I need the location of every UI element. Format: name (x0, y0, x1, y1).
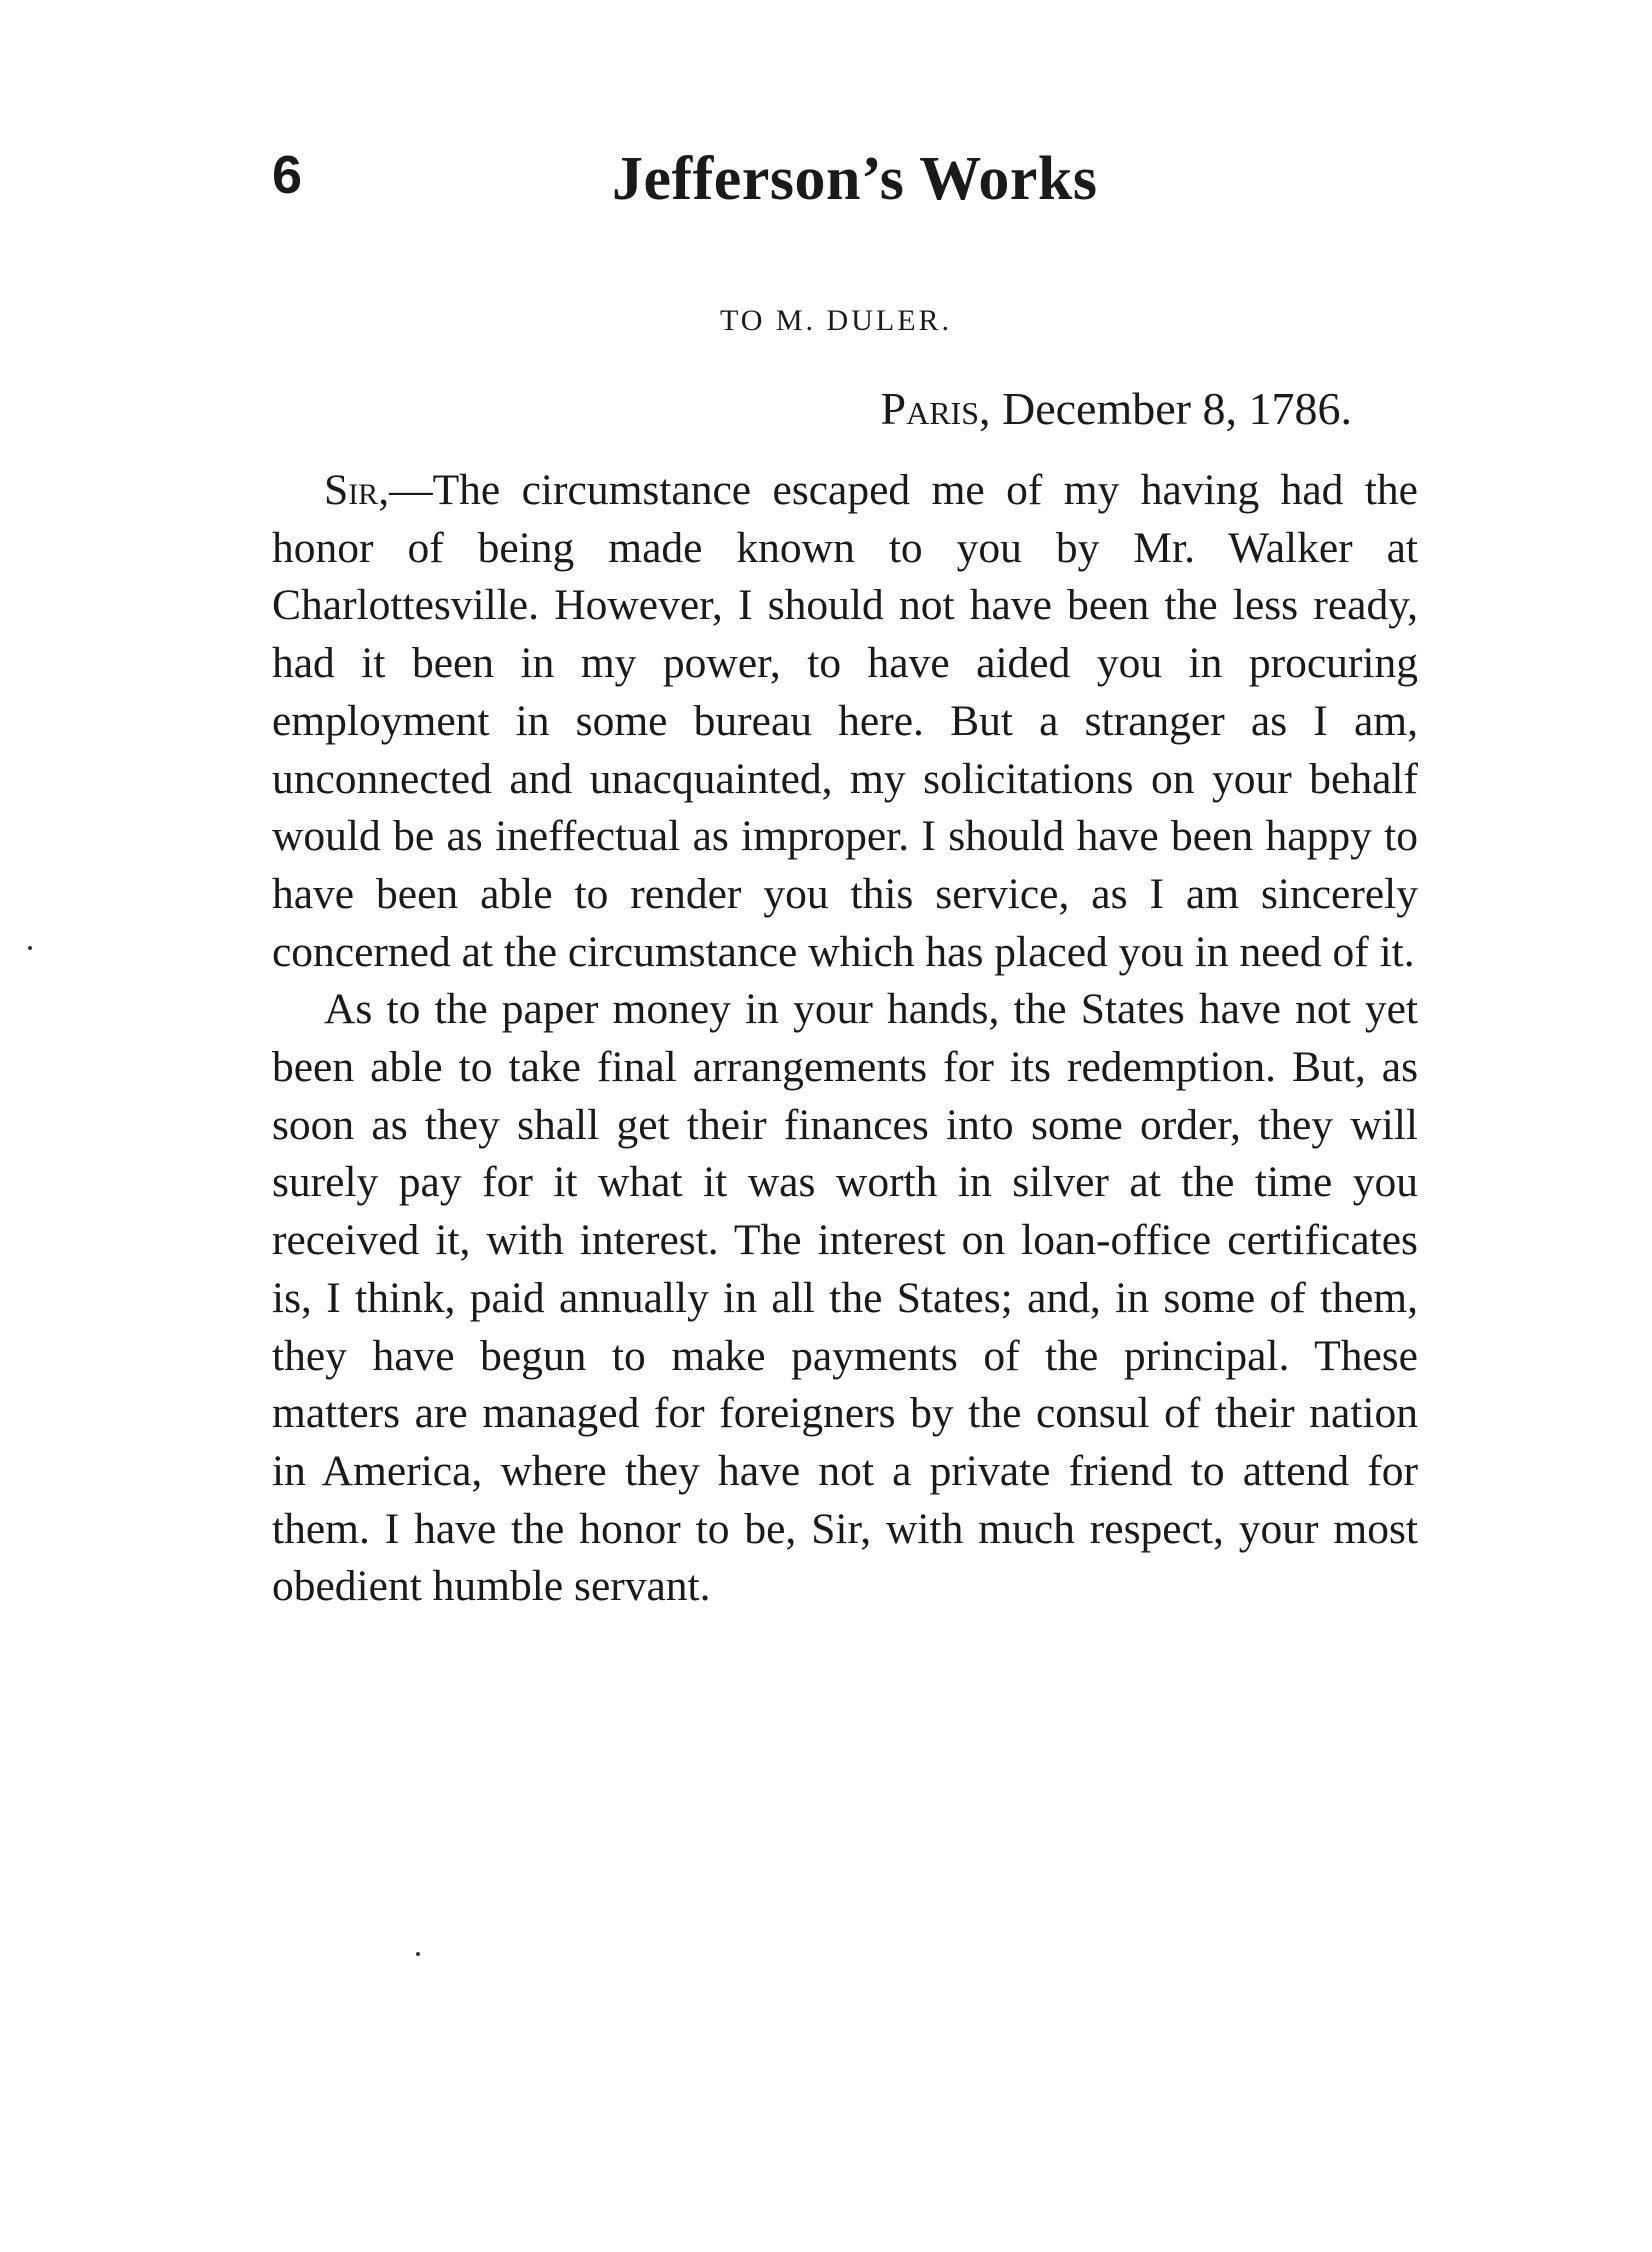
running-title: Jefferson’s Works (612, 145, 1098, 213)
dateline-place: Paris (880, 383, 979, 434)
salutation: Sir (324, 466, 379, 514)
dateline-date: , December 8, 1786. (979, 383, 1352, 434)
letter-heading: TO M. DULER. (719, 304, 953, 337)
scan-speck (416, 1952, 420, 1956)
scan-speck (28, 946, 32, 950)
page-number: 6 (272, 145, 303, 205)
letter-body (272, 462, 1418, 1616)
dateline (880, 383, 1353, 434)
paragraph-1-text: ,—The circumstance escaped me of my having had the honor of being made known to you by Mr. Walker at Charlottesville. However, I should not have been the less ready, had it been in my power, to have aided you in procuring employment in some bureau here. But a stranger as I am, unconnected and unacquainted, my solicitations on your behalf would be as ineffectual as improper. I should have been happy to have been able to render you this service, as I am sincerely concerned at the circumstance which has placed you in need of it. (272, 466, 1418, 976)
paragraph-2: As to the paper money in your hands, the States have not yet been able to take final arrangements for its redemption. But, as soon as they shall get their finances into some order, they will surely pay for it what it was worth in silver at the time you received it, with interest. The interest on loan-office certificates is, I think, paid annually in all the States; and, in some of them, they have begun to make payments of the principal. These matters are managed for foreigners by the consul of their nation in America, where they have not a private friend to attend for them. I have the honor to be, Sir, with much respect, your most obedient humble servant. (272, 985, 1418, 1611)
paragraph-1 (272, 462, 1418, 981)
